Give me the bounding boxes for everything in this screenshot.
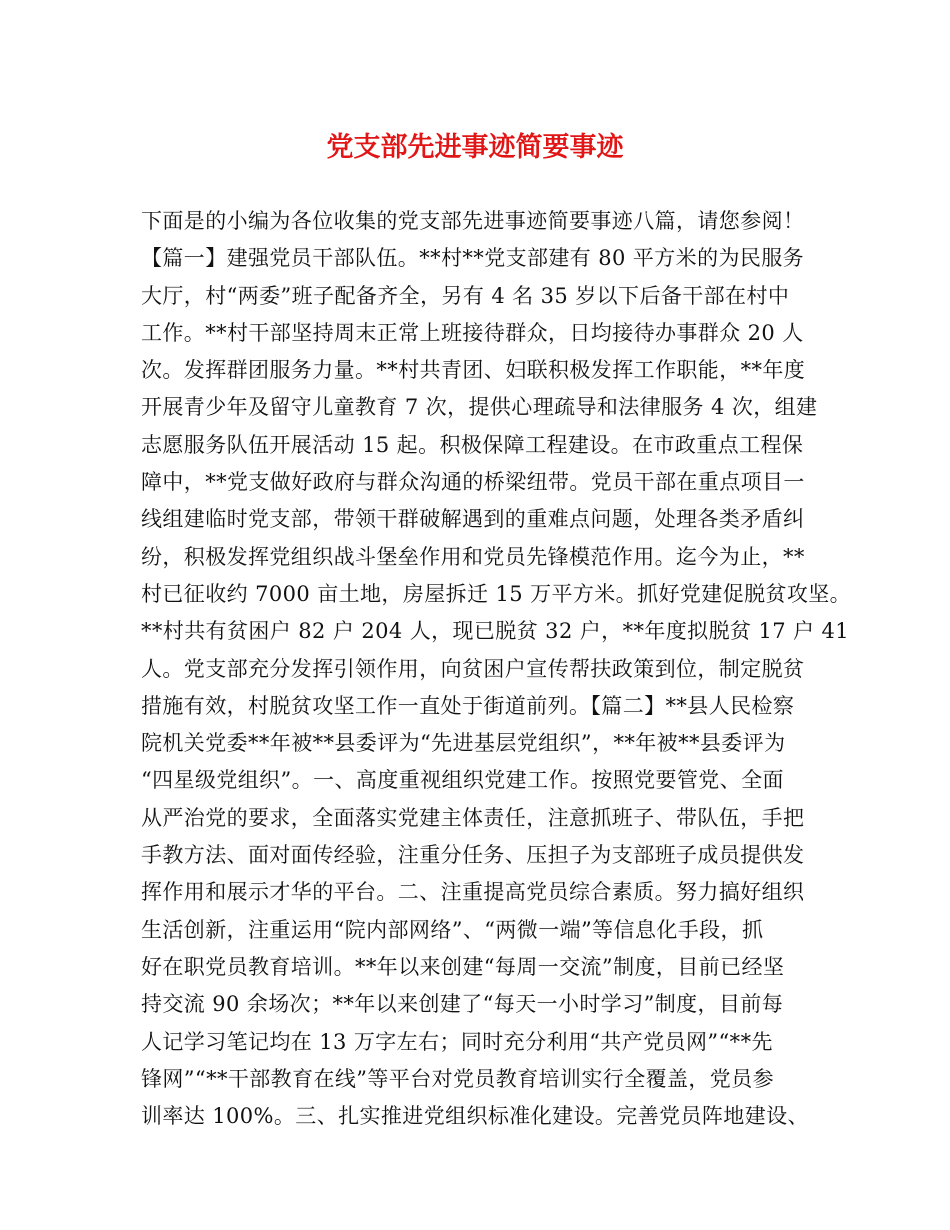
body-line: 纷，积极发挥党组织战斗堡垒作用和党员先锋模范作用。迄今为止，** bbox=[141, 544, 805, 569]
body-line: 训率达 100%。三、扎实推进党组织标准化建设。完善党员阵地建设、 bbox=[141, 1104, 809, 1129]
body-line: 工作。**村干部坚持周末正常上班接待群众，日均接待办事群众 20 人 bbox=[141, 320, 804, 345]
body-line: **村共有贫困户 82 户 204 人，现已脱贫 32 户，**年度拟脱贫 17 户 41 bbox=[141, 619, 850, 644]
body-line: “四星级党组织”。一、高度重视组织党建工作。按照党要管党、全面 bbox=[141, 768, 784, 793]
body-line: 村已征收约 7000 亩土地，房屋拆迁 15 万平方米。抓好党建促脱贫攻坚。 bbox=[141, 581, 852, 606]
body-line: 开展青少年及留守儿童教育 7 次，提供心理疏导和法律服务 4 次，组建 bbox=[141, 395, 818, 420]
document-title: 党支部先进事迹简要事迹 bbox=[326, 132, 624, 163]
body-line: 志愿服务队伍开展活动 15 起。积极保障工程建设。在市政重点工程保 bbox=[141, 432, 804, 457]
body-line: 措施有效，村脱贫攻坚工作一直处于街道前列。【篇二】**县人民检察 bbox=[141, 693, 795, 718]
body-line: 从严治党的要求，全面落实党建主体责任，注意抓班子、带队伍，手把 bbox=[141, 805, 805, 830]
body-line: 好在职党员教育培训。**年以来创建“每周一交流”制度，目前已经坚 bbox=[141, 954, 785, 979]
document-body bbox=[141, 203, 852, 1135]
body-line: 大厅，村“两委”班子配备齐全，另有 4 名 35 岁以下后备干部在村中 bbox=[141, 283, 790, 308]
body-line: 次。发挥群团服务力量。**村共青团、妇联积极发挥工作职能，**年度 bbox=[141, 358, 806, 383]
body-line: 人记学习笔记均在 13 万字左右；同时充分利用“共产党员网”“**先 bbox=[141, 1029, 773, 1054]
body-line: 生活创新，注重运用“院内部网络”、“两微一端”等信息化手段，抓 bbox=[141, 917, 764, 942]
body-line: 挥作用和展示才华的平台。二、注重提高党员综合素质。努力搞好组织 bbox=[141, 880, 805, 905]
body-line: 持交流 90 余场次；**年以来创建了“每天一小时学习”制度，目前每 bbox=[141, 992, 784, 1017]
body-line: 锋网”“**干部教育在线”等平台对党员教育培训实行全覆盖，党员参 bbox=[141, 1066, 775, 1091]
body-line: 【篇一】建强党员干部队伍。**村**党支部建有 80 平方米的为民服务 bbox=[141, 246, 805, 271]
body-line: 人。党支部充分发挥引领作用，向贫困户宣传帮扶政策到位，制定脱贫 bbox=[141, 656, 805, 681]
body-line: 障中，**党支做好政府与群众沟通的桥梁纽带。党员干部在重点项目一 bbox=[141, 470, 805, 495]
body-line: 线组建临时党支部，带领干群破解遇到的重难点问题，处理各类矛盾纠 bbox=[141, 507, 805, 532]
body-line: 下面是的小编为各位收集的党支部先进事迹简要事迹八篇，请您参阅！ bbox=[141, 209, 805, 233]
body-line: 院机关党委**年被**县委评为“先进基层党组织”，**年被**县委评为 bbox=[141, 731, 786, 756]
body-line: 手教方法、面对面传经验，注重分任务、压担子为支部班子成员提供发 bbox=[141, 843, 805, 868]
